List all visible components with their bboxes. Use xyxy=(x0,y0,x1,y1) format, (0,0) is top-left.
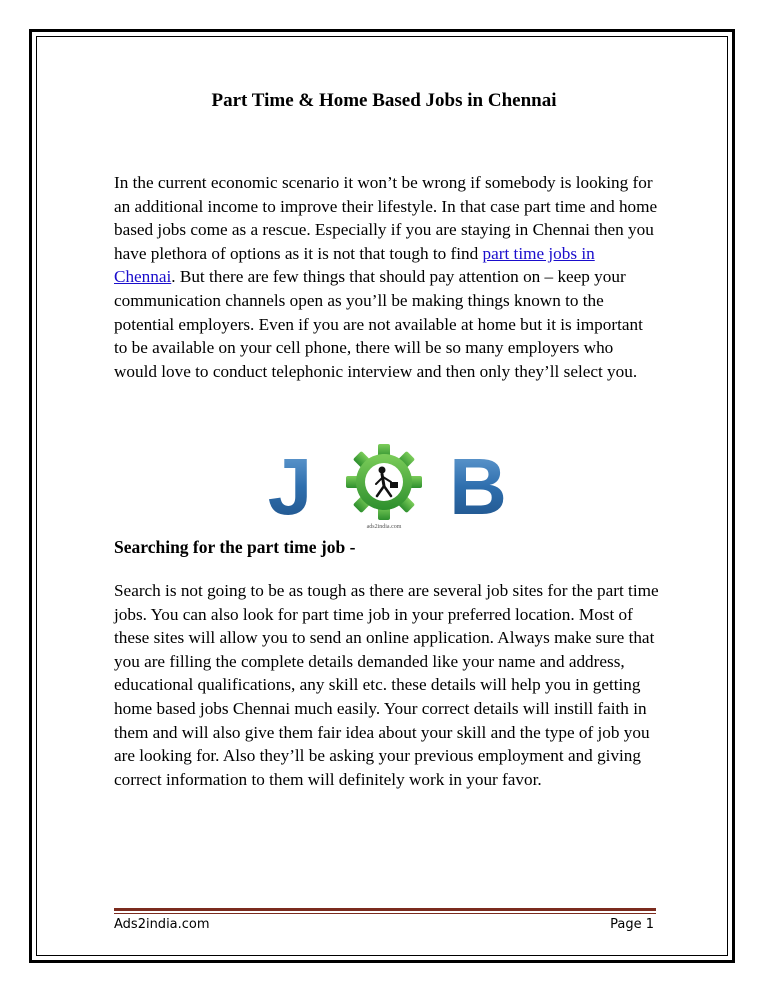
intro-text-before-link: In the current economic scenario it won’t be wrong if somebody is looking for an additional income to improve their lifestyle. In that case part time and home based jobs come as a rescue. Especially if you are staying in Chennai then you have plethora of options as it is not that tough to find xyxy=(114,173,658,263)
footer-rule-thin xyxy=(114,913,656,914)
logo-letter-j: J xyxy=(267,442,313,531)
section-heading: Searching for the part time job - xyxy=(114,537,356,557)
gear-icon xyxy=(346,444,422,520)
page-title: Part Time & Home Based Jobs in Chennai xyxy=(211,90,557,111)
intro-text-after-link: . But there are few things that should pay attention on – keep your communication channels open as you’ll be making things known to the potential employers. Even if you are not available at home but it is important to be available on your cell phone, there will be so many employers who would love to conduct telephonic interview and then only they’ll select you. xyxy=(114,267,643,381)
part-time-jobs-link[interactable]: part time jobs in Chennai xyxy=(114,243,595,287)
logo-letter-b: B xyxy=(449,442,507,531)
search-paragraph: Search is not going to be as tough as there are several job sites for the part time jobs. You can also look for part time job in your preferred location. Most of these sites will allow you to send an online application. Always make sure that you are filling the complete details demanded like your name and address, educational qualifications, any skill etc. these details will help you in getting home based jobs Chennai much easily. Your correct details will instill faith in them and will also give them fair idea about your skill and the type of job you are looking for. Also they’ll be asking your previous employment and giving correct information to them will definitely work in your favor. xyxy=(114,581,659,789)
footer-rule-thick xyxy=(114,908,656,911)
footer-site: Ads2india.com xyxy=(114,917,210,932)
logo-caption: ads2india.com xyxy=(366,524,402,530)
job-logo-image xyxy=(244,440,524,532)
footer-page-number: Page 1 xyxy=(610,917,654,932)
intro-paragraph xyxy=(114,171,659,383)
